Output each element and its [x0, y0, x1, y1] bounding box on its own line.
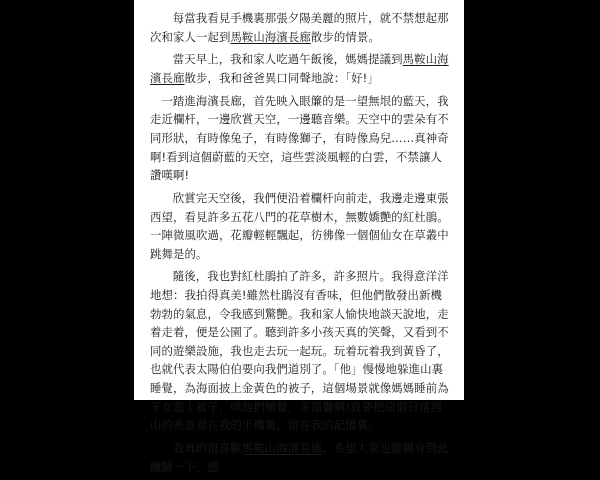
paragraph-2-text-b: 散步，我和爸爸異口同聲地說：「好!」 — [184, 70, 379, 85]
place-link-2[interactable]: 馬鞍山海濱長廊 — [150, 52, 449, 85]
paragraph-6-text-b: ，希望大家也能親身到此體驗一下，感 — [150, 441, 449, 474]
paragraph-1 — [150, 9, 449, 46]
paragraph-5-text: 隨後，我也對紅杜鵑拍了許多，許多照片。我得意洋洋地想：我拍得真美!雖然杜鵑沒有香味，但他們散發出新機勃勃的氣息，令我感到驚艷。我和家人愉快地談天說地，走着走着，便是公園了。聽到許多小孩天真的笑聲，又看到不同的遊樂設施，我也走去玩一起玩。玩着玩着我到黃昏了，也就代表太陽伯伯要向我們道別了。「他」慢慢地躲進山裏睡覺，為海面披上金黃色的被子，這個場景就像媽媽睡前為子女蓋上被子，哄他們睡覺，多溫馨啊!我要把這個日落西山的美景留在我的手機裏，留在我的記憶裏。 — [150, 269, 449, 433]
paragraph-2 — [150, 50, 449, 87]
paragraph-1-text-a: 每當我看見手機裏那張夕陽美麗的照片，就不禁想起那次和家人一起到 — [150, 11, 449, 44]
paragraph-5 — [150, 267, 449, 434]
paragraph-6 — [150, 439, 449, 476]
document-page — [134, 0, 464, 474]
essay-body — [150, 9, 449, 480]
paragraph-1-text-b: 散步的情景。 — [310, 29, 380, 44]
place-link-3[interactable]: 馬鞍山海濱長廊 — [241, 441, 323, 455]
paragraph-4 — [150, 189, 449, 263]
place-link-1[interactable]: 馬鞍山海濱長廊 — [230, 29, 311, 44]
paragraph-3 — [150, 92, 449, 185]
paragraph-4-text: 欣賞完天空後，我們便沿着欄杆向前走，我邊走邊東張西望，看見許多五花八門的花草樹木，無數嬌艷的紅杜鵑。一陣微風吹過，花瓣輕輕飄起，彷彿像一個個仙女在草叢中跳舞是的。 — [150, 190, 449, 261]
paragraph-2-text-a: 當天早上，我和家人吃過午飯後，媽媽提議到 — [172, 52, 403, 67]
paragraph-3-text: 一踏進海濱長廊，首先映入眼簾的是一望無垠的藍天，我走近欄杆，一邊欣賞天空，一邊聽音樂。天空中的雲朵有不同形狀，有時像兔子，有時像獅子，有時像鳥兒……真神奇啊!看到這個蔚藍的天空，這些雲淡風輕的白雲，不禁讓人讚嘆啊! — [150, 93, 449, 183]
paragraph-6-text-a: 我真的很喜歡 — [172, 441, 242, 455]
